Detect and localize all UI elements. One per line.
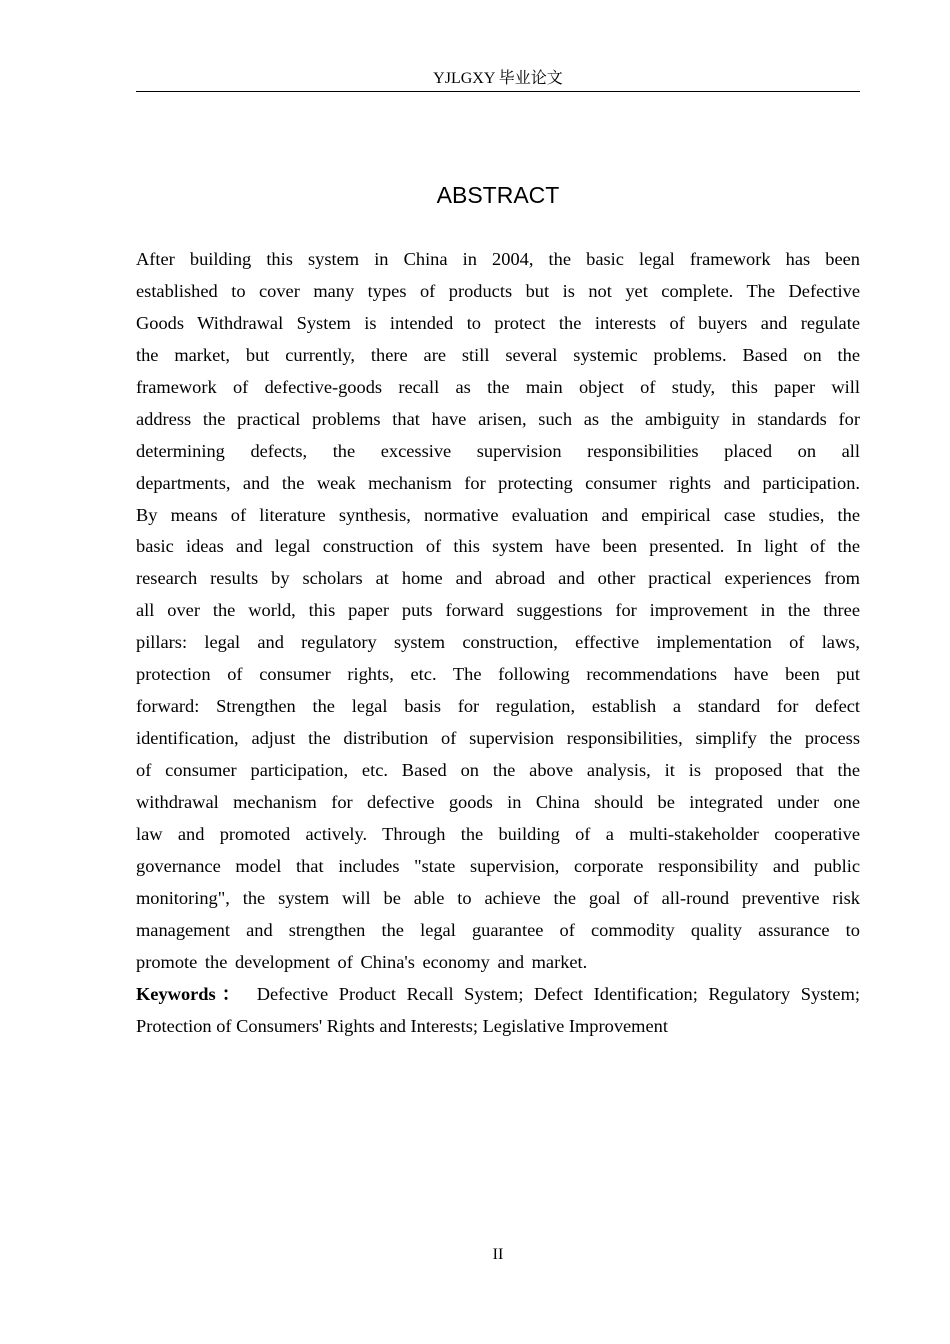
abstract-line: determining defects, the excessive supervision responsibilities placed on all <box>136 440 860 461</box>
abstract-body <box>136 244 860 1042</box>
abstract-line: protection of consumer rights, etc. The following recommendations have been put <box>136 664 860 685</box>
abstract-line: management and strengthen the legal guarantee of commodity quality assurance to <box>136 919 860 940</box>
abstract-line: framework of defective-goods recall as the main object of study, this paper will <box>136 376 860 397</box>
abstract-line: established to cover many types of products but is not yet complete. The Defective <box>136 280 860 301</box>
keywords-line <box>136 979 860 1011</box>
abstract-line: address the practical problems that have arisen, such as the ambiguity in standards for <box>136 408 860 429</box>
keywords-text: Defective Product Recall System; Defect Identification; Regulatory System; <box>256 983 861 1004</box>
abstract-line: monitoring", the system will be able to achieve the goal of all-round preventive risk <box>136 887 860 908</box>
abstract-line: promote the development of China's economy and market. <box>136 951 588 972</box>
abstract-line: forward: Strengthen the legal basis for regulation, establish a standard for defect <box>136 696 860 717</box>
abstract-line: the market, but currently, there are still several systemic problems. Based on the <box>136 344 860 365</box>
abstract-line: law and promoted actively. Through the building of a multi-stakeholder cooperative <box>136 823 860 844</box>
abstract-line: By means of literature synthesis, normative evaluation and empirical case studies, the <box>136 504 860 525</box>
keywords-label: Keywords： <box>136 983 247 1004</box>
abstract-line: departments, and the weak mechanism for protecting consumer rights and participation. <box>136 472 860 493</box>
abstract-line: governance model that includes "state supervision, corporate responsibility and public <box>136 855 860 876</box>
abstract-line: identification, adjust the distribution of supervision responsibilities, simplify the process <box>136 728 860 749</box>
running-header: YJLGXY 毕业论文 <box>136 69 860 92</box>
keywords-line: Protection of Consumers' Rights and Interests; Legislative Improvement <box>136 1015 668 1036</box>
abstract-line: pillars: legal and regulatory system construction, effective implementation of laws, <box>136 632 860 653</box>
abstract-line: of consumer participation, etc. Based on the above analysis, it is proposed that the <box>136 760 860 780</box>
abstract-line: Goods Withdrawal System is intended to protect the interests of buyers and regulate <box>136 312 860 333</box>
page-number: II <box>492 1246 504 1263</box>
abstract-line: After building this system in China in 2004, the basic legal framework has been <box>136 249 860 269</box>
abstract-line: all over the world, this paper puts forward suggestions for improvement in the three <box>136 600 860 621</box>
abstract-line: research results by scholars at home and abroad and other practical experiences from <box>136 568 860 589</box>
abstract-line: withdrawal mechanism for defective goods in China should be integrated under one <box>136 791 860 812</box>
abstract-line: basic ideas and legal construction of this system have been presented. In light of the <box>136 536 860 557</box>
abstract-title: ABSTRACT <box>436 182 560 208</box>
